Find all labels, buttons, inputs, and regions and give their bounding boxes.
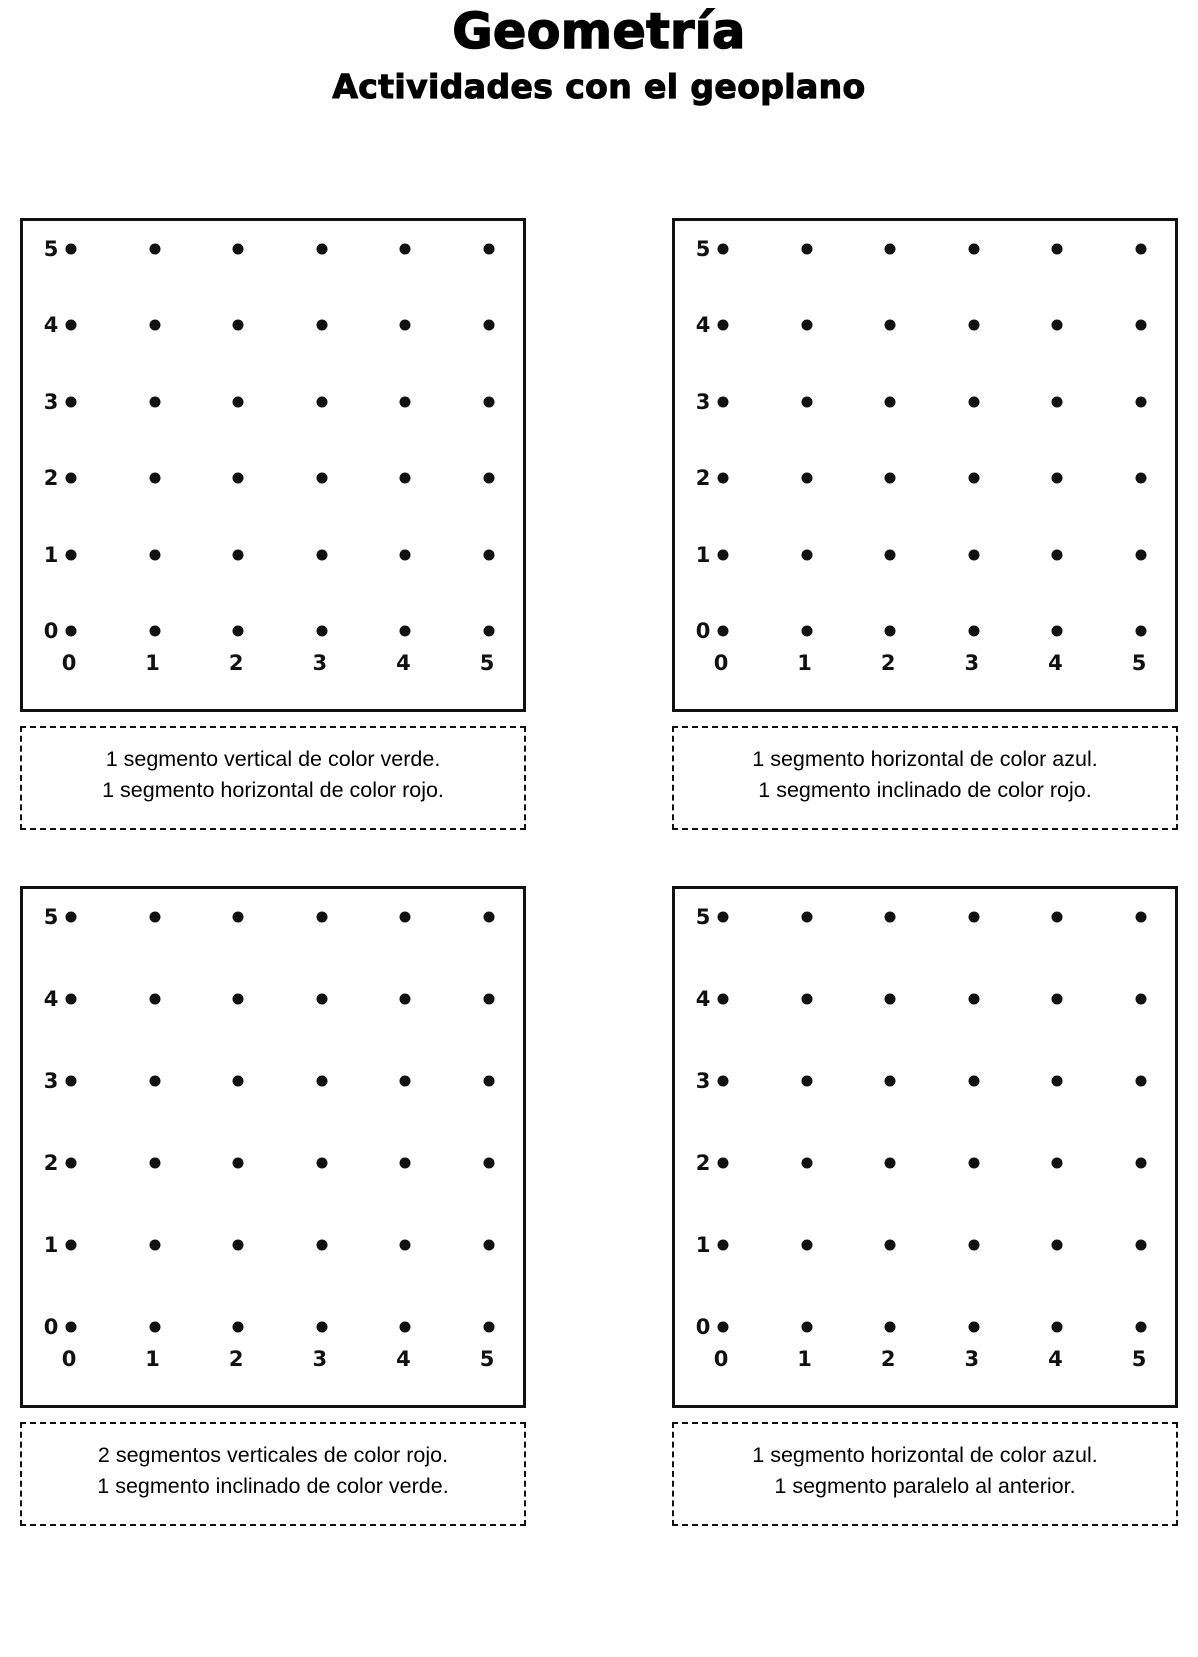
geoboard-peg[interactable] bbox=[233, 396, 244, 407]
caption-line: 2 segmentos verticales de color rojo. bbox=[97, 1443, 449, 1467]
x-axis-label: 3 bbox=[964, 651, 980, 675]
geoboard-peg[interactable] bbox=[718, 320, 729, 331]
geoboard-peg[interactable] bbox=[233, 1076, 244, 1087]
geoboard-peg[interactable] bbox=[1136, 473, 1147, 484]
geoboard-peg[interactable] bbox=[885, 549, 896, 560]
geoboard-peg[interactable] bbox=[1052, 912, 1063, 923]
y-axis-label: 4 bbox=[43, 313, 59, 338]
x-axis-label: 4 bbox=[396, 1347, 411, 1371]
geoboard-peg[interactable] bbox=[316, 1158, 327, 1169]
geoboard-peg[interactable] bbox=[484, 912, 495, 923]
activity-card-3 bbox=[20, 886, 526, 1526]
geoboard-peg[interactable] bbox=[801, 1322, 812, 1333]
y-axis-label: 4 bbox=[695, 313, 711, 338]
geoboard-1[interactable] bbox=[20, 218, 526, 712]
geoboard-peg[interactable] bbox=[66, 626, 77, 637]
x-axis-label: 2 bbox=[880, 1347, 896, 1371]
geoboard-peg[interactable] bbox=[316, 473, 327, 484]
geoboard-peg[interactable] bbox=[801, 1158, 812, 1169]
x-axis-label: 2 bbox=[228, 651, 244, 675]
geoboard-peg[interactable] bbox=[149, 626, 160, 637]
geoboard-peg[interactable] bbox=[400, 1158, 411, 1169]
x-axis-label: 4 bbox=[396, 651, 411, 675]
geoboard-peg[interactable] bbox=[149, 1322, 160, 1333]
geoboard-peg[interactable] bbox=[718, 994, 729, 1005]
y-axis-label: 5 bbox=[695, 237, 711, 261]
geoboard-peg[interactable] bbox=[316, 244, 327, 255]
caption-line: 1 segmento vertical de color verde. bbox=[105, 747, 441, 771]
y-axis-label: 3 bbox=[695, 1069, 711, 1093]
x-axis-label: 3 bbox=[964, 1347, 980, 1371]
x-axis-label: 3 bbox=[312, 651, 328, 675]
geoboard-peg[interactable] bbox=[149, 1240, 160, 1251]
geoboard-peg[interactable] bbox=[149, 549, 160, 560]
geoboard-peg[interactable] bbox=[885, 1158, 896, 1169]
x-axis-label: 0 bbox=[713, 651, 729, 675]
geoboard-2[interactable] bbox=[672, 218, 1178, 712]
geoboard-peg[interactable] bbox=[66, 1322, 77, 1333]
geoboard-peg[interactable] bbox=[801, 244, 812, 255]
geoboard-peg[interactable] bbox=[885, 396, 896, 407]
geoboard-peg[interactable] bbox=[316, 912, 327, 923]
activity-card-2 bbox=[672, 218, 1178, 830]
geoboard-peg[interactable] bbox=[149, 396, 160, 407]
y-axis-label: 4 bbox=[43, 987, 59, 1011]
geoboard-peg[interactable] bbox=[718, 1240, 729, 1251]
geoboard-peg[interactable] bbox=[1136, 320, 1147, 331]
geoboard-peg[interactable] bbox=[1136, 1158, 1147, 1169]
geoboard-peg[interactable] bbox=[1136, 1076, 1147, 1087]
geoboard-peg[interactable] bbox=[233, 244, 244, 255]
geoboard-peg[interactable] bbox=[968, 396, 979, 407]
geoboard-peg[interactable] bbox=[484, 626, 495, 637]
geoboard-peg[interactable] bbox=[149, 912, 160, 923]
y-axis-label: 0 bbox=[43, 1315, 59, 1339]
y-axis-label: 4 bbox=[695, 987, 711, 1011]
geoboard-peg[interactable] bbox=[233, 1240, 244, 1251]
geoboard-peg[interactable] bbox=[66, 994, 77, 1005]
geoboard-peg[interactable] bbox=[801, 473, 812, 484]
geoboard-peg[interactable] bbox=[149, 320, 160, 331]
geoboard-peg[interactable] bbox=[66, 912, 77, 923]
geoboard-peg[interactable] bbox=[1052, 320, 1063, 331]
x-axis-label: 2 bbox=[228, 1347, 244, 1371]
geoboard-peg[interactable] bbox=[316, 626, 327, 637]
geoboard-peg[interactable] bbox=[968, 1158, 979, 1169]
geoboard-peg[interactable] bbox=[316, 1076, 327, 1087]
geoboard-peg[interactable] bbox=[1052, 396, 1063, 407]
geoboard-peg[interactable] bbox=[718, 1322, 729, 1333]
geoboard-peg[interactable] bbox=[316, 1322, 327, 1333]
x-axis-label: 3 bbox=[312, 1347, 328, 1371]
geoboard-peg[interactable] bbox=[1136, 912, 1147, 923]
caption-line: 1 segmento horizontal de color azul. bbox=[752, 747, 1098, 771]
geoboard-peg[interactable] bbox=[801, 994, 812, 1005]
y-axis-label: 5 bbox=[43, 905, 59, 929]
geoboard-peg[interactable] bbox=[400, 244, 411, 255]
y-axis-label: 2 bbox=[43, 1151, 59, 1175]
activity-card-1 bbox=[20, 218, 526, 830]
geoboard-peg[interactable] bbox=[718, 244, 729, 255]
geoboard-peg[interactable] bbox=[1052, 994, 1063, 1005]
geoboard-peg[interactable] bbox=[149, 473, 160, 484]
geoboard-peg[interactable] bbox=[1052, 1322, 1063, 1333]
geoboard-4[interactable] bbox=[672, 886, 1178, 1408]
x-axis-label: 4 bbox=[1048, 651, 1063, 675]
geoboard-peg[interactable] bbox=[718, 912, 729, 923]
geoboard-peg[interactable] bbox=[400, 994, 411, 1005]
geoboard-peg[interactable] bbox=[968, 1322, 979, 1333]
geoboard-peg[interactable] bbox=[718, 396, 729, 407]
geoboard-peg[interactable] bbox=[484, 549, 495, 560]
geoboard-peg[interactable] bbox=[484, 1076, 495, 1087]
geoboard-peg[interactable] bbox=[968, 244, 979, 255]
geoboard-peg[interactable] bbox=[885, 320, 896, 331]
geoboard-peg[interactable] bbox=[718, 1158, 729, 1169]
caption-line: 1 segmento horizontal de color rojo. bbox=[102, 778, 444, 803]
x-axis-label: 1 bbox=[797, 1347, 812, 1371]
geoboard-peg[interactable] bbox=[400, 1076, 411, 1087]
caption-line: 1 segmento paralelo al anterior. bbox=[774, 1474, 1076, 1499]
page-subtitle: Actividades con el geoplano bbox=[332, 67, 866, 107]
geoboard-peg[interactable] bbox=[233, 626, 244, 637]
y-axis-label: 3 bbox=[43, 389, 59, 414]
geoboard-peg[interactable] bbox=[801, 549, 812, 560]
geoboard-3[interactable] bbox=[20, 886, 526, 1408]
caption-3 bbox=[20, 1422, 526, 1526]
x-axis-label: 5 bbox=[479, 1347, 495, 1371]
geoboard-peg[interactable] bbox=[149, 1076, 160, 1087]
geoboard-peg[interactable] bbox=[1136, 1322, 1147, 1333]
geoboard-peg[interactable] bbox=[484, 1158, 495, 1169]
y-axis-label: 2 bbox=[43, 466, 59, 491]
y-axis-label: 1 bbox=[43, 542, 59, 567]
geoboard-peg[interactable] bbox=[968, 320, 979, 331]
geoboard-peg[interactable] bbox=[66, 1076, 77, 1087]
geoboard-peg[interactable] bbox=[400, 549, 411, 560]
y-axis-label: 5 bbox=[695, 905, 711, 929]
caption-2 bbox=[672, 726, 1178, 830]
x-axis-label: 2 bbox=[880, 651, 896, 675]
y-axis-label: 1 bbox=[695, 1233, 711, 1257]
x-axis-label: 4 bbox=[1048, 1347, 1063, 1371]
y-axis-label: 0 bbox=[695, 1315, 711, 1339]
y-axis-label: 3 bbox=[695, 389, 711, 414]
y-axis-label: 0 bbox=[43, 619, 59, 643]
geoboard-peg[interactable] bbox=[968, 1076, 979, 1087]
geoboard-peg[interactable] bbox=[1136, 396, 1147, 407]
geoboard-peg[interactable] bbox=[885, 626, 896, 637]
geoboard-peg[interactable] bbox=[801, 320, 812, 331]
geoboard-peg[interactable] bbox=[1052, 549, 1063, 560]
geoboard-peg[interactable] bbox=[66, 244, 77, 255]
x-axis-label: 0 bbox=[61, 651, 77, 675]
activity-row-1 bbox=[0, 218, 1198, 830]
geoboard-peg[interactable] bbox=[885, 1076, 896, 1087]
x-axis-label: 5 bbox=[1131, 1347, 1147, 1371]
geoboard-peg[interactable] bbox=[885, 1322, 896, 1333]
geoboard-peg[interactable] bbox=[718, 473, 729, 484]
geoboard-peg[interactable] bbox=[885, 473, 896, 484]
geoboard-peg[interactable] bbox=[484, 396, 495, 407]
geoboard-peg[interactable] bbox=[233, 994, 244, 1005]
y-axis-label: 2 bbox=[695, 1151, 711, 1175]
activity-card-4 bbox=[672, 886, 1178, 1526]
geoboard-peg[interactable] bbox=[1052, 1076, 1063, 1087]
y-axis-label: 2 bbox=[695, 466, 711, 491]
geoboard-peg[interactable] bbox=[400, 396, 411, 407]
geoboard-peg[interactable] bbox=[968, 626, 979, 637]
x-axis-label: 1 bbox=[145, 651, 160, 675]
geoboard-peg[interactable] bbox=[484, 994, 495, 1005]
geoboard-peg[interactable] bbox=[66, 549, 77, 560]
geoboard-peg[interactable] bbox=[484, 320, 495, 331]
geoboard-peg[interactable] bbox=[400, 912, 411, 923]
geoboard-peg[interactable] bbox=[400, 626, 411, 637]
geoboard-peg[interactable] bbox=[233, 320, 244, 331]
geoboard-peg[interactable] bbox=[1052, 626, 1063, 637]
page-header bbox=[0, 0, 1198, 106]
geoboard-peg[interactable] bbox=[1052, 1158, 1063, 1169]
y-axis-label: 5 bbox=[43, 237, 59, 261]
geoboard-peg[interactable] bbox=[718, 1076, 729, 1087]
geoboard-peg[interactable] bbox=[885, 912, 896, 923]
geoboard-peg[interactable] bbox=[801, 912, 812, 923]
geoboard-peg[interactable] bbox=[316, 1240, 327, 1251]
y-axis-label: 3 bbox=[43, 1069, 59, 1093]
geoboard-peg[interactable] bbox=[968, 549, 979, 560]
y-axis-label: 1 bbox=[43, 1233, 59, 1257]
geoboard-peg[interactable] bbox=[885, 244, 896, 255]
geoboard-peg[interactable] bbox=[400, 1240, 411, 1251]
caption-line: 1 segmento inclinado de color rojo. bbox=[758, 778, 1092, 803]
geoboard-peg[interactable] bbox=[233, 1158, 244, 1169]
geoboard-peg[interactable] bbox=[316, 549, 327, 560]
geoboard-peg[interactable] bbox=[885, 1240, 896, 1251]
geoboard-peg[interactable] bbox=[484, 244, 495, 255]
geoboard-peg[interactable] bbox=[316, 320, 327, 331]
geoboard-peg[interactable] bbox=[233, 912, 244, 923]
y-axis-label: 0 bbox=[695, 619, 711, 643]
geoboard-peg[interactable] bbox=[801, 396, 812, 407]
geoboard-peg[interactable] bbox=[968, 912, 979, 923]
activity-grid bbox=[0, 218, 1198, 1526]
geoboard-peg[interactable] bbox=[66, 396, 77, 407]
geoboard-peg[interactable] bbox=[149, 244, 160, 255]
geoboard-peg[interactable] bbox=[400, 473, 411, 484]
geoboard-peg[interactable] bbox=[968, 994, 979, 1005]
geoboard-peg[interactable] bbox=[484, 1240, 495, 1251]
geoboard-peg[interactable] bbox=[1136, 549, 1147, 560]
geoboard-peg[interactable] bbox=[149, 1158, 160, 1169]
x-axis-label: 0 bbox=[713, 1347, 729, 1371]
geoboard-peg[interactable] bbox=[66, 1158, 77, 1169]
geoboard-peg[interactable] bbox=[801, 626, 812, 637]
x-axis-label: 5 bbox=[479, 651, 495, 675]
caption-1 bbox=[20, 726, 526, 830]
geoboard-peg[interactable] bbox=[316, 396, 327, 407]
geoboard-peg[interactable] bbox=[1052, 1240, 1063, 1251]
x-axis-label: 1 bbox=[145, 1347, 160, 1371]
geoboard-peg[interactable] bbox=[1136, 1240, 1147, 1251]
geoboard-peg[interactable] bbox=[400, 1322, 411, 1333]
caption-line: 1 segmento horizontal de color azul. bbox=[752, 1443, 1098, 1467]
geoboard-peg[interactable] bbox=[718, 549, 729, 560]
geoboard-peg[interactable] bbox=[400, 320, 411, 331]
geoboard-peg[interactable] bbox=[233, 473, 244, 484]
geoboard-peg[interactable] bbox=[801, 1076, 812, 1087]
geoboard-peg[interactable] bbox=[1052, 244, 1063, 255]
geoboard-peg[interactable] bbox=[233, 1322, 244, 1333]
geoboard-peg[interactable] bbox=[149, 994, 160, 1005]
geoboard-peg[interactable] bbox=[233, 549, 244, 560]
geoboard-peg[interactable] bbox=[1136, 626, 1147, 637]
caption-4 bbox=[672, 1422, 1178, 1526]
geoboard-peg[interactable] bbox=[484, 473, 495, 484]
x-axis-label: 1 bbox=[797, 651, 812, 675]
geoboard-peg[interactable] bbox=[1136, 994, 1147, 1005]
geoboard-peg[interactable] bbox=[484, 1322, 495, 1333]
x-axis-label: 0 bbox=[61, 1347, 77, 1371]
geoboard-peg[interactable] bbox=[66, 320, 77, 331]
geoboard-peg[interactable] bbox=[316, 994, 327, 1005]
x-axis-label: 5 bbox=[1131, 651, 1147, 675]
geoboard-peg[interactable] bbox=[801, 1240, 812, 1251]
geoboard-peg[interactable] bbox=[1136, 244, 1147, 255]
page-title: Geometría bbox=[452, 3, 746, 60]
geoboard-peg[interactable] bbox=[718, 626, 729, 637]
geoboard-peg[interactable] bbox=[885, 994, 896, 1005]
geoboard-peg[interactable] bbox=[968, 473, 979, 484]
geoboard-peg[interactable] bbox=[968, 1240, 979, 1251]
geoboard-peg[interactable] bbox=[1052, 473, 1063, 484]
geoboard-peg[interactable] bbox=[66, 473, 77, 484]
activity-row-2 bbox=[0, 886, 1198, 1526]
caption-line: 1 segmento inclinado de color verde. bbox=[97, 1474, 449, 1499]
y-axis-label: 1 bbox=[695, 542, 711, 567]
geoboard-peg[interactable] bbox=[66, 1240, 77, 1251]
